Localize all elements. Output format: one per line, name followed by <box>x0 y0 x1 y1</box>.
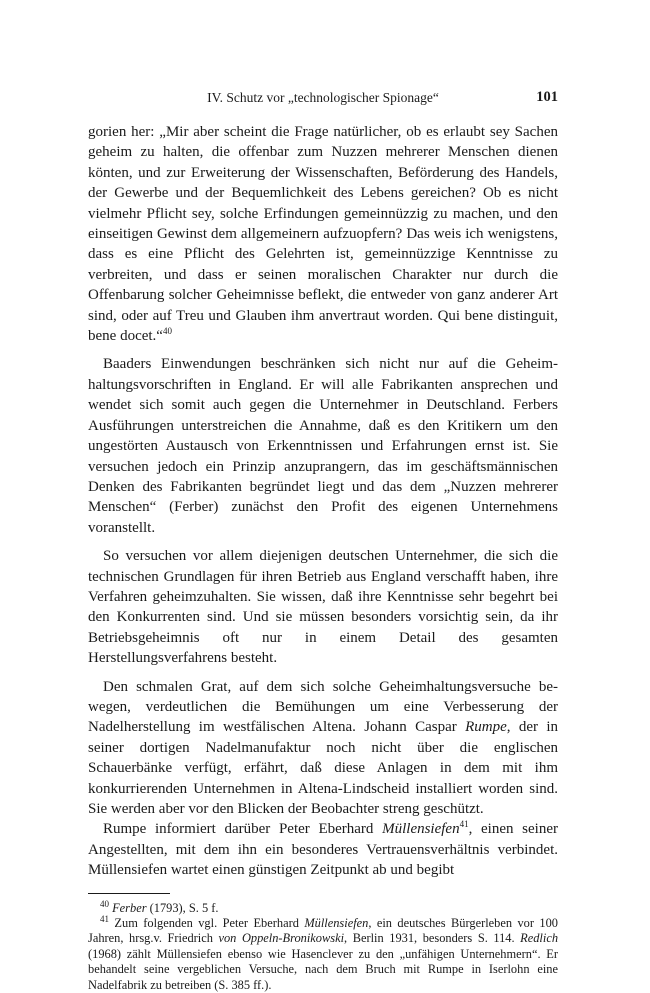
paragraph-2 <box>88 354 558 538</box>
italic-name: Ferber <box>112 900 147 915</box>
text-run: So versuchen vor allem diejenigen deutschen Unternehmer, die sich die technischen Grundlagen für ihren Betrieb aus England verschafft haben, ihre Verfahren geheimzuhalten. Sie wissen, daß ihre Kenntnisse sehr begehrt bei den Konkurrenten sind. Und sie müssen besonders vorsichtig sein, da ihr Betriebsgeheimnis oft nur in einem Detail des gesamten Herstellungsverfahrens besteht. <box>88 548 558 667</box>
italic-name: Redlich <box>520 931 559 946</box>
text-run: , einen seiner Angestellten, mit dem ihn ein besonderes Vertrauensverhältnis verbindet. Müllensiefen wartet einen günstigen Zeitpunkt ab und begibt <box>88 821 558 879</box>
page-number: 101 <box>536 89 558 105</box>
footnote-ref: 40 <box>100 898 109 909</box>
text-run: Rumpe informiert darüber Peter Eberhard <box>103 821 383 838</box>
footnote-ref: 40 <box>162 326 172 337</box>
text-run: Den schmalen Grat, auf dem sich solche Geheimhaltungsversuche bewegen, verdeutlichen die Bemühungen um eine Verbesserung der Nadelherstellung im westfälischen Altena. Johann Caspar <box>88 678 558 736</box>
running-title: IV. Schutz vor „technologischer Spionage“ <box>207 90 439 105</box>
body-text <box>88 122 558 881</box>
footnote-ref: 41 <box>459 819 469 830</box>
text-run: , ein deutsches Bürgerleben vor 100 Jahren, hrsg.v. Friedrich <box>88 916 559 946</box>
paragraph-5 <box>88 819 558 880</box>
footnote-41 <box>88 913 559 993</box>
paragraph-3 <box>88 546 558 668</box>
footnotes <box>88 898 559 993</box>
book-page <box>88 90 558 993</box>
footnote-divider <box>88 893 170 894</box>
text-run: (1793), S. 5 f. <box>146 900 219 915</box>
text-run: , der in seiner dortigen Nadelmanufaktur noch nicht über die englischen Schauerbänke verfügt, erfährt, daß diese Anlagen in dem mit ihm konkurrierenden Unternehmen in Altena-Lindscheid installiert worden sind. Sie werden aber vor den Blicken der Beobachter streng geschützt. <box>88 719 558 817</box>
text-run: Baaders Einwendungen beschränken sich nicht nur auf die Geheimhaltungsvorschriften in England. Er will alle Fabrikanten ansprechen und wendet sich somit auch gegen die Unternehmer in Deutschland. Ferbers Ausführungen unterstreichen die Annahme, daß es den Kritikern um den ungestörten Austausch von Erkenntnissen und Erfahrungen ernst ist. Sie versuchen jedoch ein Prinzip anzuprangern, das im geschäftsmännischen Denken des Fabrikanten begründet liegt und das dem „Nuzzen mehrerer Menschen“ (Ferber) zunächst den Profit des eigenen Unternehmens voranstellt. <box>88 356 558 536</box>
italic-name: von Oppeln-Bronikowski <box>218 931 345 946</box>
paragraph-4 <box>88 677 558 820</box>
footnote-40 <box>88 898 558 916</box>
running-head <box>88 90 558 112</box>
text-run: gorien her: „Mir aber scheint die Frage natürlicher, ob es erlaubt sey Sachen geheim zu halten, die offenbar zum Nuzzen mehrerer Menschen dienen könten, und zur Erweiterung der Wissenschaften, Beförderung des Handels, der Gewerbe und der Bequemlichkeit des Lebens gereichen? Ob es nicht vielmehr Pflicht sey, solche Erfindungen gemeinnüzzig zu machen, und den einseitigen Gewinst dem allgemeinern aufzuopfern? Das weis ich wenigstens, dass es eine Pflicht des Gelehrten ist, gemeinnüzzige Kenntnisse zu verbreiten, und dass er seinen moralischen Charakter nur durch die Offenbarung solcher Geheimnisse beflekt, die entweder von ganz anderer Art sind, oder auf Treu und Glauben ihm anvertraut worden. Qui bene distinguit, bene docet.“ <box>88 124 558 345</box>
text-run: Zum folgenden vgl. Peter Eberhard <box>109 916 305 931</box>
text-run: (1968) zählt Müllensiefen ebenso wie Hasenclever zu den „unfähigen Unternehmern“. Er behandelt seine vergeblichen Versuche, nach dem Bruch mit Rumpe in Iserlohn eine Nadelfabrik zu betreiben (S. 385 ff.). <box>88 946 558 992</box>
text-run: , Berlin 1931, besonders S. 114. <box>344 931 521 946</box>
paragraph-1 <box>88 122 558 346</box>
italic-name: Müllensiefen <box>382 821 460 838</box>
italic-name: Müllensiefen <box>304 916 369 931</box>
footnote-ref: 41 <box>100 913 109 924</box>
italic-name: Rumpe <box>465 719 507 736</box>
